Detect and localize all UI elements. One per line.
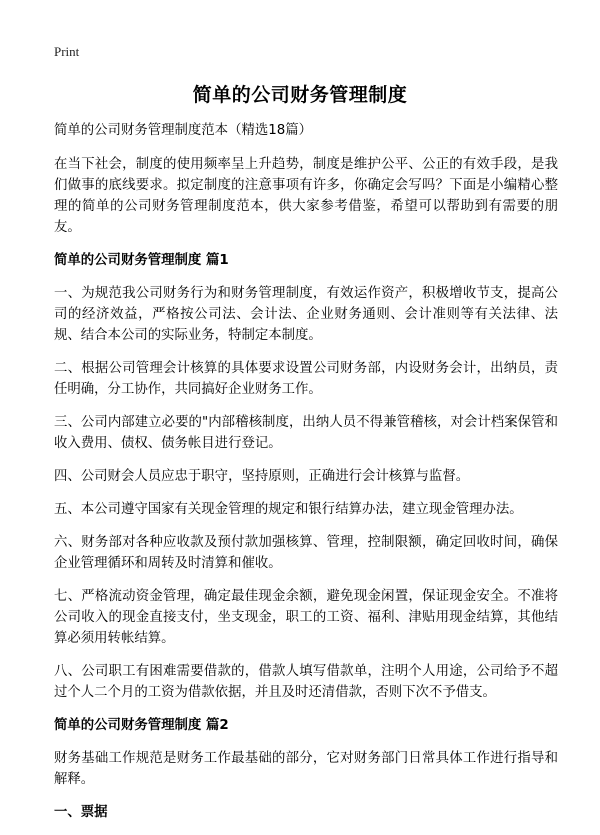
- intro-paragraph: 在当下社会，制度的使用频率呈上升趋势，制度是维护公平、公正的有效手段，是我们做事的底线要求。拟定制度的注意事项有许多，你确定会写吗？下面是小编精心整理的简单的公司财务管理制度范本，供大家参考借鉴，希望可以帮助到有需要的朋友。: [54, 157, 558, 235]
- section1-paragraph: 五、本公司遵守国家有关现金管理的规定和银行结算办法，建立现金管理办法。: [54, 502, 523, 517]
- section1-paragraph: 七、严格流动资金管理，确定最佳现金余额，避免现金闲置，保证现金安全。不准将公司收入的现金直接支付，坐支现金，职工的工资、福利、津贴用现金结算，其他结算必须用转帐结算。: [54, 589, 558, 646]
- section-heading: 简单的公司财务管理制度 篇1: [54, 253, 229, 268]
- section1-paragraph: 二、根据公司管理会计核算的具体要求设置公司财务部，内设财务会计，出纳员，责任明确，分工协作，共同搞好企业财务工作。: [54, 361, 558, 397]
- print-label[interactable]: Print: [54, 44, 80, 59]
- section1-paragraph: 六、财务部对各种应收款及预付款加强核算、管理，控制限额，确定回收时间，确保企业管理循环和周转及时清算和催收。: [54, 535, 558, 571]
- section1-paragraph: 一、为规范我公司财务行为和财务管理制度，有效运作资产，积极增收节支，提高公司的经济效益，严格按公司法、会计法、企业财务通则、会计准则等有关法律、法规、结合本公司的实际业务，特制定本制度。: [54, 286, 558, 343]
- section2-paragraph: 财务基础工作规范是财务工作最基础的部分，它对财务部门日常具体工作进行指导和解释。: [54, 751, 558, 787]
- section-heading: 简单的公司财务管理制度 篇2: [54, 718, 229, 733]
- section1-paragraph: 四、公司财会人员应忠于职守，坚持原则，正确进行会计核算与监督。: [54, 469, 470, 484]
- subsection-heading: 一、票据: [54, 805, 108, 820]
- section1-paragraph: 三、公司内部建立必要的"内部稽核制度，出纳人员不得兼管稽核，对会计档案保管和收入费用、债权、债务帐目进行登记。: [54, 415, 558, 451]
- document-body: [54, 120, 558, 835]
- document-subtitle: 简单的公司财务管理制度范本（精选18篇）: [54, 123, 313, 138]
- section1-paragraph: 八、公司职工有困难需要借款的，借款人填写借款单，注明个人用途，公司给予不超过个人二个月的工资为借款依据，并且及时还清借款，否则下次不予借支。: [54, 664, 558, 700]
- page-title: 简单的公司财务管理制度: [192, 84, 408, 106]
